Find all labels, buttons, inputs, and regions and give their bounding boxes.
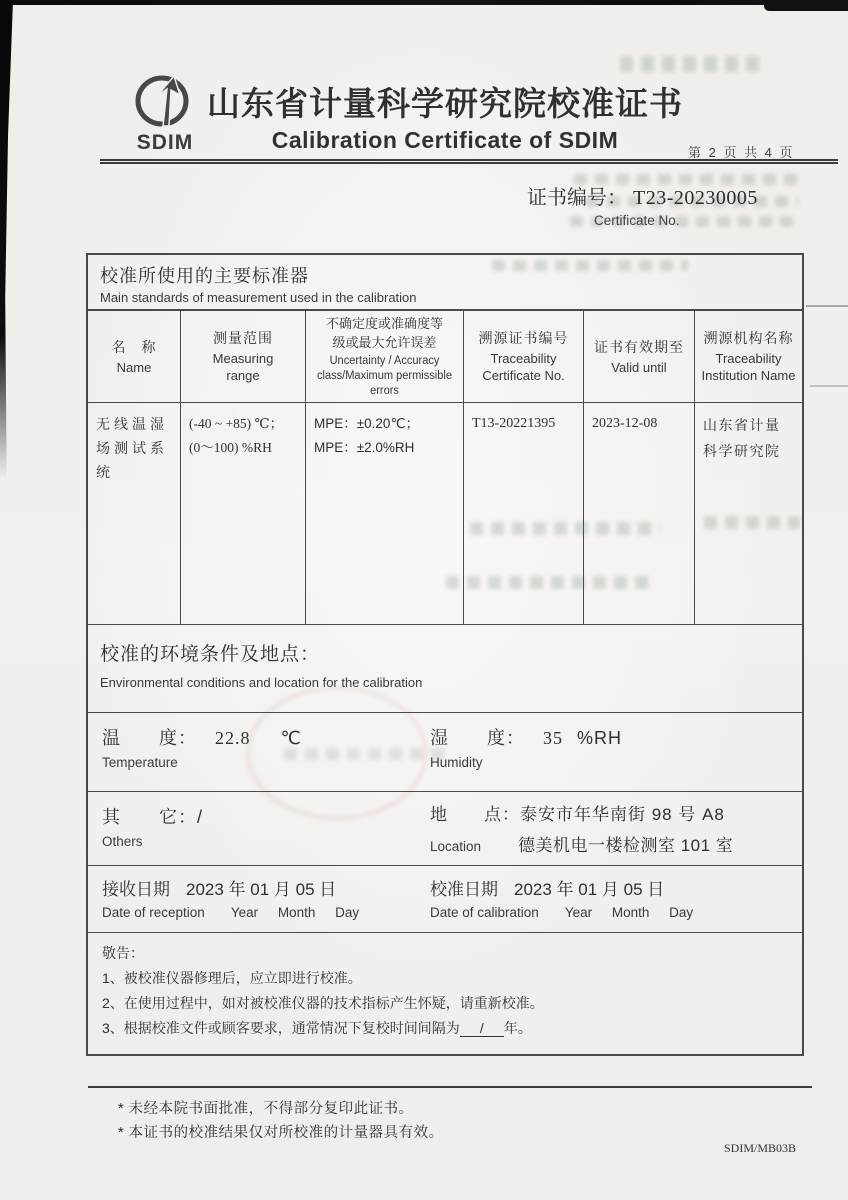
valid-until-cell: 2023-12-08 [584, 403, 695, 624]
reception-date-label-en: Date of reception [102, 905, 205, 920]
measuring-range-cell [181, 403, 306, 624]
standard-name-cell: 无线温湿场测试系统 [88, 403, 181, 624]
footer-note-2: * 本证书的校准结果仅对所校准的计量器具有效。 [118, 1125, 444, 1141]
standards-table-header-row [88, 309, 802, 402]
calibration-date-label-en: Date of calibration [430, 905, 539, 920]
certificate-number-label-en: Certificate No. [594, 213, 680, 228]
scan-artifact-line [806, 305, 848, 307]
others-location-row [88, 791, 802, 865]
standards-section-header [88, 255, 802, 309]
column-header-name [88, 311, 181, 402]
temperature-group [102, 724, 302, 770]
column-header-name-en: Name [116, 359, 152, 375]
range-line-2: (0～100) %RH [189, 440, 272, 455]
mpe-cell [306, 403, 464, 624]
column-header-valid-until [584, 311, 695, 402]
column-header-valid-until-en: Valid until [611, 359, 667, 375]
certificate-number-value: T23-20230005 [633, 187, 758, 209]
calibration-date-line [430, 875, 693, 900]
notice-item-3 [102, 1016, 788, 1041]
temperature-label-en: Temperature [102, 755, 178, 770]
column-header-measuring-range [181, 311, 306, 402]
reception-date-ymd-label: Year Month Day [230, 905, 360, 920]
column-header-uncertainty [306, 311, 464, 402]
column-header-uncertainty-en: Uncertainty / Accuracy class/Maximum permissible errors [317, 355, 452, 397]
others-group [102, 803, 203, 849]
notice-title: 敬告： [102, 945, 144, 961]
others-label-en: Others [102, 834, 143, 849]
location-label-zh: 地 点： [430, 805, 520, 824]
column-header-valid-until-zh: 证书有效期至 [594, 338, 684, 355]
sdim-logo [122, 74, 208, 155]
humidity-group [430, 724, 622, 770]
others-label-zh: 其 它： [102, 807, 197, 827]
form-code: SDIM/MB03B [724, 1141, 797, 1155]
traceability-cert-no-cell: T13-20221395 [464, 403, 584, 624]
sdim-logo-icon [133, 74, 197, 130]
location-line-1 [430, 800, 733, 825]
notice-item-2: 2、在使用过程中，如对被校准仪器的技术指标产生怀疑，请重新校准。 [102, 995, 544, 1011]
humidity-unit: %RH [577, 728, 623, 748]
mpe-line-2: MPE：±2.0%RH [314, 440, 415, 455]
temperature-humidity-row [88, 712, 802, 791]
column-header-range-zh: 测量范围 [213, 330, 273, 346]
header-divider-rule [100, 159, 838, 164]
calibration-date-value: 2023 年 01 月 05 日 [514, 880, 665, 899]
humidity-label-zh: 湿 度： [430, 728, 525, 748]
reception-date-line [102, 875, 359, 900]
page-number-info: 第 2 页 共 4 页 [688, 145, 795, 160]
certificate-number-line [527, 181, 758, 210]
mpe-line-1: MPE：±0.20℃； [314, 416, 420, 431]
column-header-range-en: Measuring range [212, 351, 274, 383]
standards-table-data-row [88, 402, 802, 624]
standards-heading-en: Main standards of measurement used in the calibration [100, 290, 417, 305]
institution-cell: 山东省计量科学研究院 [703, 417, 781, 459]
location-address-line-2: 德美机电一楼检测室 101 室 [518, 836, 734, 855]
location-address-line-1: 泰安市年华南街 98 号 A8 [520, 805, 725, 824]
column-header-institution-en: Traceability Institution Name [701, 351, 796, 383]
notice-item-3-suffix: 年。 [503, 1020, 532, 1036]
temperature-line [102, 724, 302, 750]
humidity-label-en: Humidity [430, 755, 483, 770]
footer-note-1: * 未经本院书面批准，不得部分复印此证书。 [118, 1101, 414, 1117]
certificate-title-zh: 山东省计量科学研究院校准证书 [207, 87, 683, 123]
notice-item-3-interval-slash: / [460, 1020, 504, 1037]
humidity-value: 35 [543, 728, 563, 748]
reception-date-label-zh: 接收日期 [102, 880, 170, 899]
calibration-date-label-zh: 校准日期 [430, 880, 498, 899]
column-header-uncertainty-zh: 不确定度或准确度等级或最大允许误差 [325, 316, 443, 350]
location-label-en: Location [430, 839, 482, 854]
environment-heading-en: Environmental conditions and location for the calibration [100, 675, 423, 690]
scan-edge-top [0, 0, 848, 5]
footer-divider-rule [88, 1086, 812, 1088]
calibration-date-group [430, 875, 693, 920]
scan-edge-left [0, 0, 13, 480]
bleed-through-mark [620, 56, 762, 72]
certificate-title-en: Calibration Certificate of SDIM [271, 127, 619, 153]
temperature-value: 22.8 [215, 728, 251, 748]
standards-heading-zh: 校准所使用的主要标准器 [100, 266, 309, 286]
others-value: / [197, 807, 204, 827]
calibration-date-sub [430, 905, 693, 920]
sdim-logo-text: SDIM [136, 131, 194, 154]
environment-section-header [88, 624, 802, 712]
column-header-institution [695, 311, 802, 402]
column-header-institution-zh: 溯源机构名称 [703, 330, 794, 346]
notice-item-1: 1、被校准仪器修理后，应立即进行校准。 [102, 970, 362, 986]
calibration-date-ymd-label: Year Month Day [564, 905, 694, 920]
scan-edge-top-right [764, 0, 848, 11]
dates-row [88, 865, 802, 932]
notice-item-3-prefix: 3、根据校准文件或顾客要求，通常情况下复校时间间隔为 [102, 1020, 460, 1036]
location-group [430, 800, 733, 856]
reception-date-group [102, 875, 359, 920]
notice-section [88, 932, 802, 1054]
environment-heading-zh: 校准的环境条件及地点： [100, 644, 321, 665]
column-header-name-zh: 名 称 [111, 338, 157, 355]
certificate-main-table [86, 253, 804, 1056]
temperature-unit: ℃ [280, 728, 302, 748]
column-header-traceability-cert-zh: 溯源证书编号 [478, 330, 569, 346]
reception-date-value: 2023 年 01 月 05 日 [186, 880, 337, 899]
location-line-2 [430, 831, 733, 856]
humidity-line [430, 724, 622, 750]
others-line [102, 803, 203, 829]
temperature-label-zh: 温 度： [102, 728, 197, 748]
column-header-traceability-cert [464, 311, 584, 402]
column-header-traceability-cert-en: Traceability Certificate No. [482, 351, 565, 383]
certificate-number-label-zh: 证书编号： [527, 187, 627, 209]
scan-artifact-line [810, 385, 848, 387]
reception-date-sub [102, 905, 359, 920]
range-line-1: (-40 ~ +85) ℃； [189, 416, 284, 431]
